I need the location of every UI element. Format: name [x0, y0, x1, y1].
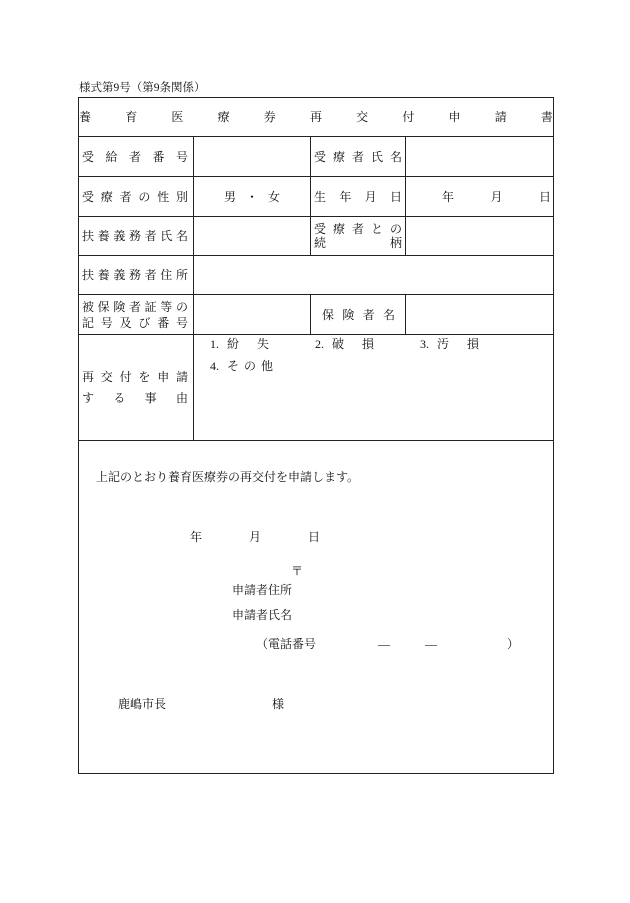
insurance-card-label: [82, 299, 188, 331]
patient-gender-label: 受 療 者 の 性 別: [82, 189, 188, 204]
reason-option-text: 破損: [332, 337, 393, 351]
birth-date-field[interactable]: [405, 177, 553, 216]
reason-option-soiled[interactable]: [420, 337, 497, 351]
insurance-card-label-cell: [79, 295, 193, 334]
row-insurance: [79, 294, 553, 334]
insurer-name-label-cell: [310, 295, 405, 334]
patient-name-label-cell: [310, 137, 405, 176]
applicant-address-label: 申請者住所: [232, 583, 293, 597]
form-title: 養 育 医 療 券 再 交 付 申 請 書: [79, 110, 553, 124]
declaration-statement: 上記のとおり養育医療券の再交付を申請します。: [96, 470, 360, 484]
birth-year-unit: 年: [442, 189, 455, 204]
reason-label-cell: [79, 335, 193, 440]
birth-day-unit: 日: [538, 189, 551, 204]
gender-options[interactable]: 男 ・ 女: [224, 189, 280, 204]
application-year-unit: 年: [190, 530, 203, 544]
row-recipient-number: [79, 136, 553, 176]
title-row: [79, 98, 553, 136]
guardian-address-label-cell: [79, 256, 193, 294]
birth-month-unit: 月: [490, 189, 503, 204]
postal-mark: 〒: [291, 564, 304, 578]
reason-label: [82, 367, 188, 409]
row-guardian-name: [79, 216, 553, 255]
reason-option-damaged[interactable]: [315, 337, 392, 351]
application-day-unit: 日: [308, 530, 321, 544]
patient-gender-field[interactable]: [193, 177, 310, 216]
insurer-name-field[interactable]: [405, 295, 553, 334]
birth-date-units: [406, 190, 553, 204]
reason-option-number: 3.: [420, 337, 429, 351]
guardian-address-label: 扶 養 義 務 者 住 所: [82, 268, 188, 282]
reason-label-line1: 再 交 付 を 申 請: [82, 369, 188, 384]
form-number: 様式第9号（第9条関係）: [79, 82, 206, 94]
row-guardian-address: [79, 255, 553, 294]
phone-label: （電話番号: [256, 637, 317, 651]
phone-dash-1: —: [378, 637, 390, 651]
relationship-label-cell: [310, 217, 405, 255]
relationship-field[interactable]: [405, 217, 553, 255]
birth-date-label: 生 年 月 日: [314, 189, 402, 204]
relationship-label-line2: 続 柄: [314, 236, 402, 250]
reason-option-text: 汚損: [437, 337, 498, 351]
recipient-number-field[interactable]: [193, 137, 310, 176]
applicant-name-label: 申請者氏名: [232, 608, 293, 622]
reason-options-field: [193, 335, 553, 440]
guardian-name-label-cell: [79, 217, 193, 255]
patient-name-label: 受 療 者 氏 名: [314, 149, 402, 164]
insurance-card-label-line1: 被 保 険 者 証 等 の: [82, 299, 188, 314]
application-month-unit: 月: [249, 530, 262, 544]
reason-label-line2: す る 事 由: [82, 390, 188, 405]
reason-option-number: 2.: [315, 337, 324, 351]
reason-option-number: 4.: [210, 359, 219, 373]
reissue-application-form: [78, 97, 554, 774]
insurance-card-label-line2: 記 号 及 び 番 号: [82, 315, 188, 330]
declaration-section: [79, 440, 553, 773]
phone-dash-2: —: [425, 637, 437, 651]
guardian-name-label: 扶 養 義 務 者 氏 名: [82, 229, 188, 243]
relationship-label: [314, 222, 402, 250]
reason-option-other[interactable]: [210, 359, 278, 373]
reason-option-number: 1.: [210, 337, 219, 351]
relationship-label-line1: 受 療 者 と の: [314, 222, 402, 236]
birth-date-label-cell: [310, 177, 405, 216]
insurer-name-label: 保 険 者 名: [322, 307, 395, 322]
patient-gender-label-cell: [79, 177, 193, 216]
recipient-number-label-cell: [79, 137, 193, 176]
honorific: 様: [272, 697, 285, 711]
guardian-name-field[interactable]: [193, 217, 310, 255]
phone-close-paren: ）: [507, 637, 520, 651]
patient-name-field[interactable]: [405, 137, 553, 176]
reason-option-text: 紛失: [227, 337, 288, 351]
guardian-address-field[interactable]: [193, 256, 553, 294]
row-reissue-reason: [79, 334, 553, 440]
reason-option-lost[interactable]: [210, 337, 287, 351]
insurance-card-number-field[interactable]: [193, 295, 310, 334]
row-gender-birthdate: [79, 176, 553, 216]
addressee: 鹿嶋市長: [118, 697, 167, 711]
recipient-number-label: 受 給 者 番 号: [82, 149, 188, 164]
reason-option-text: その他: [227, 359, 279, 373]
